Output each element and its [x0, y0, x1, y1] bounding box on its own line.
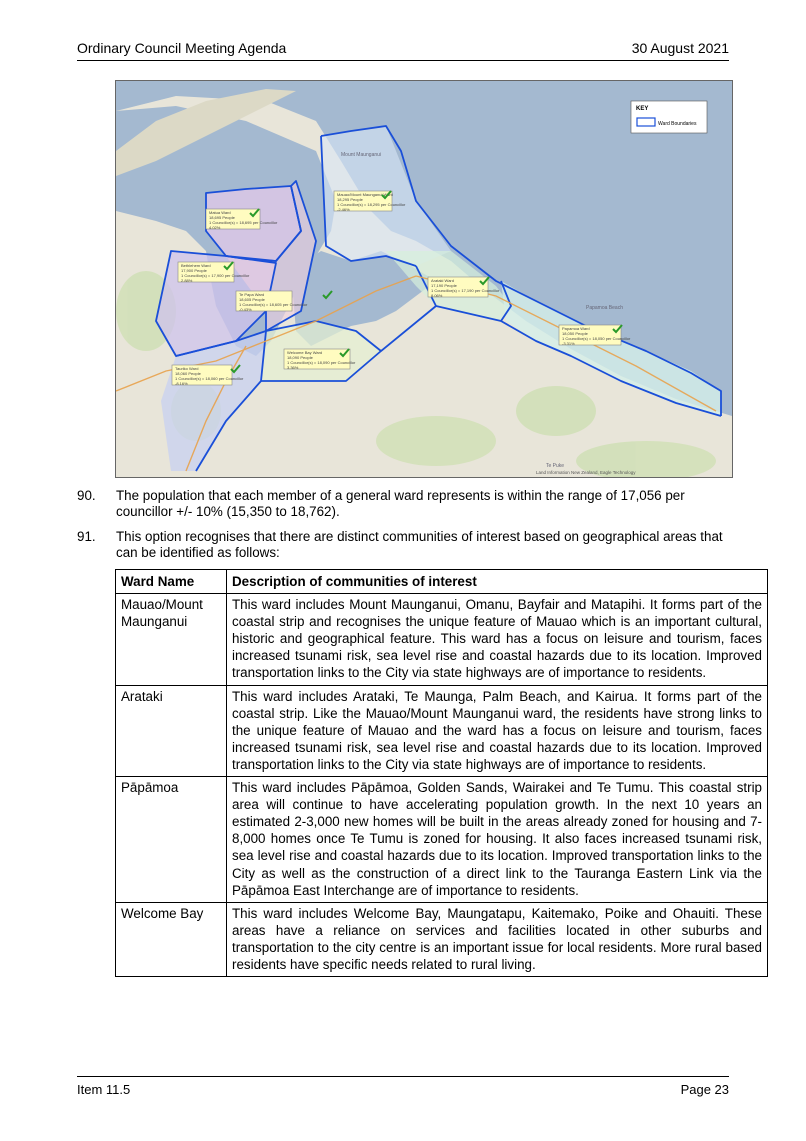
place-label-mount: Mount Maunganui: [341, 152, 382, 158]
page-footer: [77, 1076, 729, 1097]
svg-text:18,050 People: 18,050 People: [562, 331, 588, 336]
paragraph-number: 90.: [77, 488, 96, 503]
svg-text:18,695 People: 18,695 People: [209, 215, 235, 220]
item-number: Item 11.5: [77, 1082, 131, 1097]
svg-text:3.36%: 3.36%: [287, 365, 299, 370]
svg-text:1 Councillor(s) = 18,295 per C: 1 Councillor(s) = 18,295 per Councillor: [337, 202, 406, 207]
svg-text:-0.43%: -0.43%: [239, 307, 252, 312]
map-key-legend: [631, 101, 707, 133]
ward-description-cell: This ward includes Arataki, Te Maunga, Palm Beach, and Kairua. It forms part of the coastal strip. Like the Mauao/Mount Maunganui ward, the residents have strong links to the unique feature of Mauao and the ward has a focus on leisure and tourism, faces increased tsunami risk, sea level rise and coastal hazards due to its location. Improved transportation links to the City via state highways are of importance to residents.: [227, 685, 768, 776]
svg-text:Papamoa Ward: Papamoa Ward: [562, 326, 590, 331]
document-date: 30 August 2021: [631, 40, 729, 56]
key-title: KEY: [636, 106, 649, 112]
ward-name-cell: Welcome Bay: [116, 902, 227, 976]
ward-name-cell: Mauao/Mount Maunganui: [116, 594, 227, 685]
svg-text:1 Councillor(s) = 17,900 per C: 1 Councillor(s) = 17,900 per Councillor: [181, 273, 250, 278]
map-attribution: Land Information New Zealand, Eagle Technology: [536, 470, 636, 475]
svg-text:Tauriko Ward: Tauriko Ward: [175, 366, 199, 371]
paragraph-text: The population that each member of a general ward represents is within the range of 17,056 per councillor +/- 10% (15,350 to 18,762).: [116, 488, 685, 519]
paragraph-number: 91.: [77, 529, 96, 544]
ward-name-cell: Pāpāmoa: [116, 777, 227, 903]
svg-text:18,295 People: 18,295 People: [337, 197, 363, 202]
place-label-te-puke: Te Puke: [546, 463, 565, 469]
svg-text:1 Councillor(s) = 18,090 per C: 1 Councillor(s) = 18,090 per Councillor: [287, 360, 356, 365]
svg-text:-2.46%: -2.46%: [337, 207, 350, 212]
ward-description-cell: This ward includes Pāpāmoa, Golden Sands, Wairakei and Te Tumu. This coastal strip area will continue to have accelerating population growth. In the next 10 years an estimated 2-3,000 new homes will be built in the areas already zoned for housing and 7-8,000 homes once Te Tumu is zoned for housing. It also faces increased tsunami risk, sea level rise and coastal hazards due to its location. Improved transportation links to the City as well as the construction of a direct link to the Tauranga Eastern Link via the Pāpāmoa East Interchange are of importance to residents.: [227, 777, 768, 903]
ward-description-cell: This ward includes Welcome Bay, Maungatapu, Kaitemako, Poike and Ohauiti. These areas have a reliance on services and facilities located in other suburbs and transportation to the city centre is an important issue for local residents. More rural based residents have specific needs related to rural living.: [227, 902, 768, 976]
svg-text:1 Councillor(s) = 18,605 per C: 1 Councillor(s) = 18,605 per Councillor: [239, 302, 308, 307]
svg-text:4.02%: 4.02%: [209, 225, 221, 230]
ward-label-welcome-bay: [284, 349, 356, 370]
ward-name-cell: Arataki: [116, 685, 227, 776]
svg-text:1 Councillor(s) = 18,050 per C: 1 Councillor(s) = 18,050 per Councillor: [562, 336, 631, 341]
table-row: [116, 594, 768, 685]
key-label: Ward Boundaries: [658, 121, 697, 127]
svg-text:-3.31%: -3.31%: [562, 341, 575, 346]
table-row: [116, 685, 768, 776]
table-row: [116, 777, 768, 903]
svg-text:2.88%: 2.88%: [181, 278, 193, 283]
svg-text:Te Papa Ward: Te Papa Ward: [239, 292, 265, 297]
place-label-papamoa-beach: Papamoa Beach: [586, 305, 623, 311]
svg-text:17,900 People: 17,900 People: [181, 268, 207, 273]
communities-of-interest-table: [115, 569, 768, 977]
svg-text:Matua Ward: Matua Ward: [209, 210, 231, 215]
svg-text:18,605 People: 18,605 People: [239, 297, 265, 302]
column-header-ward-name: Ward Name: [116, 570, 227, 594]
svg-text:Mauao/Mount Maunganui Ward: Mauao/Mount Maunganui Ward: [337, 192, 393, 197]
svg-text:8.06%: 8.06%: [431, 293, 443, 298]
svg-text:-8.16%: -8.16%: [175, 381, 188, 386]
svg-text:1 Councillor(s) = 18,695 per C: 1 Councillor(s) = 18,695 per Councillor: [209, 220, 278, 225]
ward-label-papamoa: [559, 325, 631, 346]
paragraph-91: [77, 529, 729, 561]
svg-text:18,090 People: 18,090 People: [287, 355, 313, 360]
paragraph-90: [77, 488, 729, 520]
page-number: Page 23: [680, 1082, 729, 1097]
page-header: [77, 40, 729, 61]
document-title: Ordinary Council Meeting Agenda: [77, 40, 287, 56]
svg-text:17,190 People: 17,190 People: [431, 283, 457, 288]
ward-description-cell: This ward includes Mount Maunganui, Omanu, Bayfair and Matapihi. It forms part of the coastal strip and recognises the unique feature of Mauao which is an important cultural, historic and geographical feature. This ward has a focus on leisure and tourism, faces increased tsunami risk, sea level rise and coastal hazards due to its location. Improved transportation links to the City via state highways are of importance to residents.: [227, 594, 768, 685]
column-header-description: Description of communities of interest: [227, 570, 768, 594]
svg-text:1 Councillor(s) = 18,060 per C: 1 Councillor(s) = 18,060 per Councillor: [175, 376, 244, 381]
svg-text:Bethlehem Ward: Bethlehem Ward: [181, 263, 211, 268]
table-row: [116, 902, 768, 976]
svg-text:Welcome Bay Ward: Welcome Bay Ward: [287, 350, 323, 355]
table-header-row: [116, 570, 768, 594]
svg-text:Arataki Ward: Arataki Ward: [431, 278, 454, 283]
svg-text:1 Councillor(s) = 17,190 per C: 1 Councillor(s) = 17,190 per Councillor: [431, 288, 500, 293]
paragraph-text: This option recognises that there are distinct communities of interest based on geographical areas that can be identified as follows:: [116, 529, 723, 560]
svg-text:18,060 People: 18,060 People: [175, 371, 201, 376]
ward-boundaries-map: [115, 80, 733, 478]
